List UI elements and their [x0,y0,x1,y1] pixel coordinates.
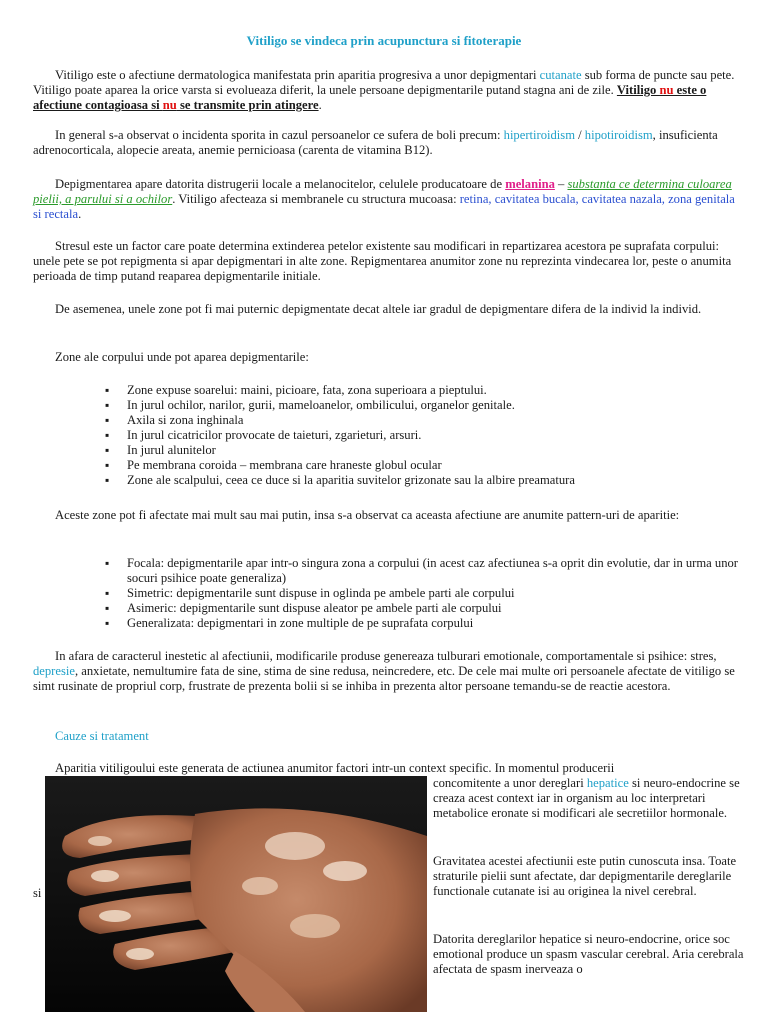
text: Depigmentarea apare datorita distrugerii locale a melanocitelor, celulele producatoare de [55,177,506,191]
paragraph-depigmentation [33,177,738,222]
list-item: ▪ Generalizata: depigmentari in zone multiple de pe suprafata corpului [105,616,745,631]
text: , anxietate, nemultumire fata de sine, stima de sine redusa, neincredere, etc. De cele mai multe ori persoanele afectate de vitiligo se simt rusinate de propriul corp, frustrate de prezenta bolii si se inhiba in prezenta altor persoane temandu-se de reactie acestora. [33,664,735,693]
hand-photo-icon [45,776,427,1012]
paragraph-spasm [433,932,748,977]
link-hepatice[interactable]: hepatice [586,776,629,790]
paragraph-incidence [33,128,738,158]
text: concomitente a unor dereglari [433,776,587,790]
list-item: ▪ Zone ale scalpului, ceea ce duce si la aparitia suvitelor grizonate sau la albire preamatura [105,473,745,488]
emphasis-nu: nu [659,83,674,97]
text: Aceste zone pot fi afectate mai mult sau mai putin, insa s-a observat ca aceasta afectiune are anumite pattern-uri de aparitie: [55,508,680,522]
text: , insuficienta adrenocorticala, alopecie areata, anemie pernicioasa (carenta de vitamina B12). [33,128,718,157]
paragraph-hepatic [433,776,748,821]
link-melanina[interactable]: melanina [505,177,555,191]
hand-photo [45,776,427,1012]
link-depresie[interactable]: depresie [33,664,75,678]
text: In general s-a observat o incidenta sporita in cazul persoanelor ce sufera de boli precum: [55,128,504,142]
text: . Vitiligo afecteaza si membranele cu structura mucoasa: [172,192,460,206]
link-hipertiroidism[interactable]: hipertiroidism [503,128,575,142]
link-cutanate[interactable]: cutanate [539,68,582,82]
text: . [318,98,322,112]
text: De asemenea, unele zone pot fi mai puternic depigmentate decat altele iar gradul de depigmentare difera de la individ la individ. [55,302,702,316]
text: se transmite prin atingere [176,98,319,112]
list-item: ▪ In jurul alunitelor [105,443,745,458]
paragraph-zones-intro [33,350,738,365]
text: sub forma de puncte sau pete. Vitiligo poate aparea la orice varsta si evolueaza diferit, la unele persoane depigmentarile putand stagna ani de zile. [33,68,735,97]
text: In afara de caracterul inestetic al afectiunii, modificarile produse genereaza tulburari emotionale, comportamentale si psihice: stres, [55,649,717,663]
list-item: ▪ Pe membrana coroida – membrana care hraneste globul ocular [105,458,745,473]
list-item: ▪ Zone expuse soarelui: maini, picioare, fata, zona superioara a pieptului. [105,383,745,398]
paragraph-gravity [433,854,748,899]
text: Datorita dereglarilor hepatice si neuro-endocrine, orice soc emotional produce un spasm vascular cerebral. Aria cerebrala afectata de spasm inerveaza o [433,932,744,976]
text: Focala: depigmentarile apar intr-o singura zona a corpului (in acest caz afectiunea s-a oprit din evolutie, dar in urma unor socuri psihice poate generaliza) [127,556,738,585]
emphasis-nu: nu [162,98,177,112]
zones-list [105,383,745,488]
paragraph-emotional [33,649,738,694]
paragraph-patterns [33,508,738,523]
list-item: ▪ Simetric: depigmentarile sunt dispuse in oglinda pe ambele parti ale corpului [105,586,745,601]
text: Stresul este un factor care poate determina extinderea petelor existente sau modificari in repartizarea acestora pe suprafata corpului: unele pete se pot repigmenta si apar depigmentari in alte zone. Repigmentarea anumitor zone nu reprezinta vindecarea lor, peste o anumita perioada de timp putand reaparea depigmentarile initiale. [33,239,732,283]
page-title: Vitiligo se vindeca prin acupunctura si fitoterapie [246,33,522,48]
text: Gravitatea acestei afectiunii este putin cunoscuta insa. Toate straturile pielii sunt afectate, dar depigmentarile dereglarile functionale cutanate isi au originea la nivel cerebral. [433,854,737,898]
link-hipotiroidism[interactable]: hipotiroidism [584,128,653,142]
text: . [78,207,82,221]
text: Aparitia vitiligoului este generata de actiunea anumitor factori intr-un context specific. In momentul producerii [55,761,615,775]
text: si neuro-endocrine se creaza acest context iar in organism au loc interpretari metabolice eronate si modificari ale secretiilor hormonale. [433,776,740,820]
text: Vitiligo [616,83,660,97]
section-heading[interactable]: Cauze si tratament [55,729,149,743]
paragraph-causes [33,761,738,776]
text: Zone ale corpului unde pot aparea depigmentarile: [55,350,309,364]
list-item: ▪ Asimeric: depigmentarile sunt dispuse aleator pe ambele parti ale corpului [105,601,745,616]
list-item: ▪ In jurul cicatricilor provocate de taieturi, zgarieturi, arsuri. [105,428,745,443]
link-definition[interactable]: substanta ce determina culoarea pielii, a parului si a ochilor [33,177,732,206]
mucosa-list: retina, cavitatea bucala, cavitatea nazala, zona genitala si rectala [33,192,735,221]
text-si: si [33,886,42,900]
list-item [105,556,745,586]
text: – [554,177,568,191]
patterns-list [105,556,745,631]
paragraph-stress [33,239,738,284]
text: este o afectiune contagioasa si [33,83,707,112]
paragraph-degree [33,302,738,317]
text: Vitiligo este o afectiune dermatologica manifestata prin aparitia progresiva a unor depigmentari [55,68,540,82]
list-item: ▪ In jurul ochilor, narilor, gurii, mameloanelor, ombilicului, organelor genitale. [105,398,745,413]
list-item: ▪ Axila si zona inghinala [105,413,745,428]
paragraph-intro [33,68,738,113]
text: / [575,128,585,142]
